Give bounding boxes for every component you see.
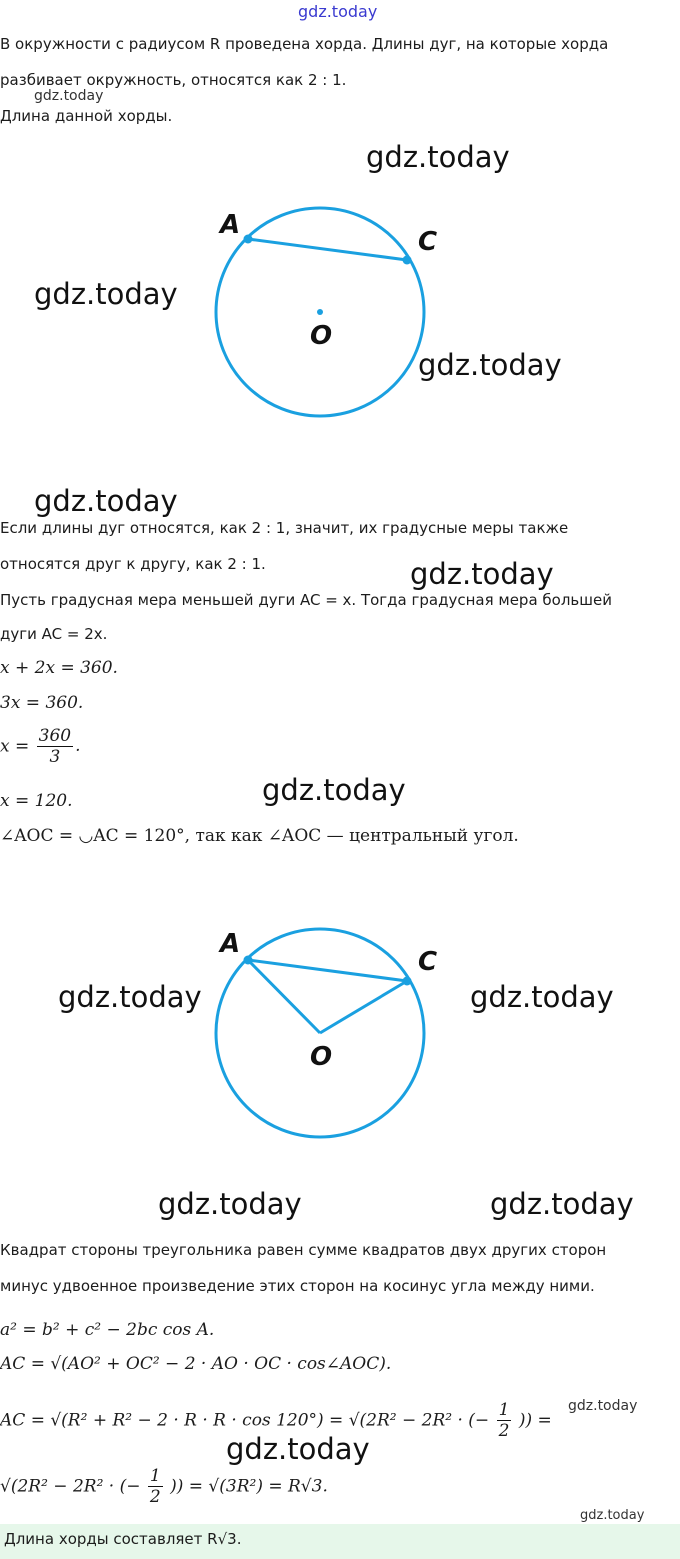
half-numerator: 1 bbox=[149, 1466, 161, 1486]
answer-box bbox=[0, 1524, 680, 1559]
formula-1: a² = b² + c² − 2bc cos A. bbox=[0, 1320, 215, 1340]
watermark: gdz.today bbox=[418, 348, 562, 382]
half-denominator: 2 bbox=[498, 1421, 510, 1441]
problem-line-1: В окружности с радиусом R проведена хорда. Длины дуг, на которые хорда bbox=[0, 35, 609, 53]
point-a bbox=[244, 956, 253, 965]
equation-3-lhs: x = bbox=[0, 736, 30, 757]
answer-text: Длина хорды составляет R√3. bbox=[4, 1530, 242, 1548]
solution-line-5: ∠AOC = ◡AC = 120°, так как ∠AOC — центральный угол. bbox=[0, 826, 519, 846]
watermark: gdz.today bbox=[58, 980, 202, 1014]
watermark: gdz.today bbox=[34, 277, 178, 311]
point-o bbox=[317, 309, 323, 315]
label-o: O bbox=[310, 1042, 333, 1072]
formula-3-end: )) = bbox=[518, 1410, 552, 1431]
formula-3 bbox=[0, 1400, 552, 1441]
watermark: gdz.today bbox=[34, 484, 178, 518]
chord-ac bbox=[248, 239, 407, 260]
watermark: gdz.today bbox=[366, 140, 510, 174]
formula-4-right: )) = √(3R²) = R√3. bbox=[170, 1476, 328, 1497]
label-a: A bbox=[220, 929, 241, 959]
label-a: A bbox=[220, 210, 241, 240]
half-denominator: 2 bbox=[149, 1487, 161, 1507]
radius-oc bbox=[320, 981, 407, 1033]
triangle-aoc-figure bbox=[0, 910, 680, 1150]
formula-4 bbox=[0, 1466, 328, 1507]
equation-2: 3x = 360. bbox=[0, 693, 84, 713]
formula-2: AC = √(AO² + OC² − 2 · AO · OC · cos∠AOC). bbox=[0, 1354, 392, 1374]
chord-ac bbox=[248, 960, 407, 981]
equation-4: x = 120. bbox=[0, 791, 73, 811]
problem-line-2: разбивает окружность, относятся как 2 : 1. bbox=[0, 71, 347, 89]
watermark: gdz.today bbox=[226, 1432, 370, 1466]
cosine-line-1: Квадрат стороны треугольника равен сумме квадратов двух других сторон bbox=[0, 1241, 607, 1259]
half-numerator: 1 bbox=[498, 1400, 510, 1420]
watermark: gdz.today bbox=[580, 1508, 645, 1523]
equation-3: x = $\frac{360}{3}$ . bbox=[0, 726, 81, 767]
watermark: gdz.today bbox=[262, 773, 406, 807]
formula-3-right: √(2R² − 2R² · (− bbox=[348, 1410, 490, 1431]
formula-3-left: AC = √(R² + R² − 2 · R · R · cos 120°) = bbox=[0, 1410, 344, 1431]
circle-chord-figure bbox=[0, 180, 680, 440]
watermark: gdz.today bbox=[158, 1187, 302, 1221]
solution-line-3: Пусть градусная мера меньшей дуги AC = x. Тогда градусная мера большей bbox=[0, 591, 612, 609]
watermark: gdz.today bbox=[568, 1398, 638, 1414]
label-c: C bbox=[418, 227, 438, 257]
solution-line-2: относятся друг к другу, как 2 : 1. bbox=[0, 555, 266, 573]
solution-line-1: Если длины дуг относятся, как 2 : 1, значит, их градусные меры также bbox=[0, 519, 569, 537]
equation-1: x + 2x = 360. bbox=[0, 658, 118, 678]
cosine-line-2: минус удвоенное произведение этих сторон на косинус угла между ними. bbox=[0, 1277, 595, 1295]
point-c bbox=[403, 977, 412, 986]
formula-4-left: √(2R² − 2R² · (− bbox=[0, 1476, 141, 1497]
watermark: gdz.today bbox=[410, 557, 554, 591]
point-a bbox=[244, 235, 253, 244]
watermark: gdz.today bbox=[298, 2, 378, 21]
label-o: O bbox=[310, 321, 333, 351]
fraction-numerator: 360 bbox=[38, 726, 72, 746]
fraction-denominator: 3 bbox=[49, 747, 61, 767]
watermark: gdz.today bbox=[490, 1187, 634, 1221]
solution-line-4: дуги AC = 2x. bbox=[0, 625, 108, 643]
watermark: gdz.today bbox=[470, 980, 614, 1014]
watermark: gdz.today bbox=[34, 88, 104, 104]
label-c: C bbox=[418, 947, 438, 977]
radius-ao bbox=[248, 960, 320, 1033]
problem-line-3: Длина данной хорды. bbox=[0, 107, 173, 125]
point-c bbox=[403, 256, 412, 265]
